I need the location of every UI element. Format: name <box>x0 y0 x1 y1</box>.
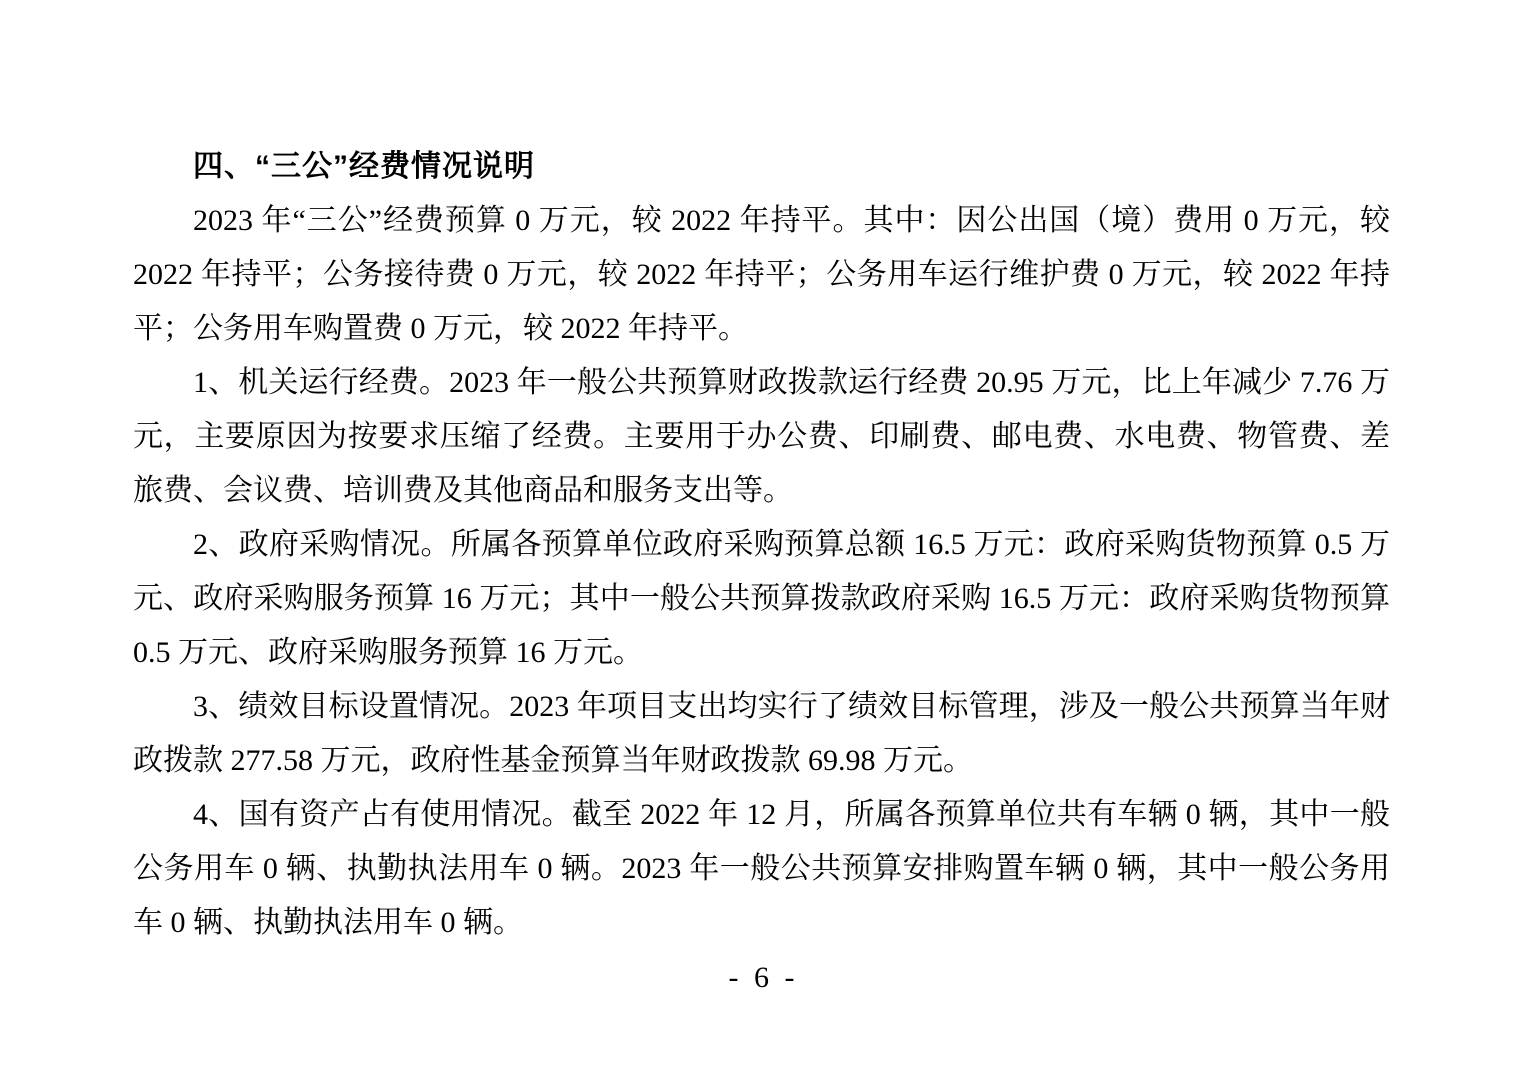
paragraph-state-owned-assets: 4、国有资产占有使用情况。截至 2022 年 12 月，所属各预算单位共有车辆 0 辆，其中一般公务用车 0 辆、执勤执法用车 0 辆。2023 年一般公共预算安排购置车辆 0 辆，其中一般公务用车 0 辆、执勤执法用车 0 辆。 <box>133 798 1390 939</box>
page-number: - 6 - <box>728 961 795 994</box>
paragraph-performance-targets: 3、绩效目标设置情况。2023 年项目支出均实行了绩效目标管理，涉及一般公共预算当年财政拨款 277.58 万元，政府性基金预算当年财政拨款 69.98 万元。 <box>133 690 1390 777</box>
paragraph-agency-operating-expense: 1、机关运行经费。2023 年一般公共预算财政拨款运行经费 20.95 万元，比上年减少 7.76 万元，主要原因为按要求压缩了经费。主要用于办公费、印刷费、邮电费、水电费、物管费、差旅费、会议费、培训费及其他商品和服务支出等。 <box>133 366 1390 507</box>
paragraph-government-procurement: 2、政府采购情况。所属各预算单位政府采购预算总额 16.5 万元：政府采购货物预算 0.5 万元、政府采购服务预算 16 万元；其中一般公共预算拨款政府采购 16.5 万元：政府采购货物预算 0.5 万元、政府采购服务预算 16 万元。 <box>133 528 1390 669</box>
paragraph-three-public-expenses-summary: 2023 年“三公”经费预算 0 万元，较 2022 年持平。其中：因公出国（境）费用 0 万元，较 2022 年持平；公务接待费 0 万元，较 2022 年持平；公务用车运行维护费 0 万元，较 2022 年持平；公务用车购置费 0 万元，较 2022 年持平。 <box>133 204 1390 345</box>
section-heading: 四、“三公”经费情况说明 <box>193 150 535 183</box>
document-body <box>133 140 1390 950</box>
